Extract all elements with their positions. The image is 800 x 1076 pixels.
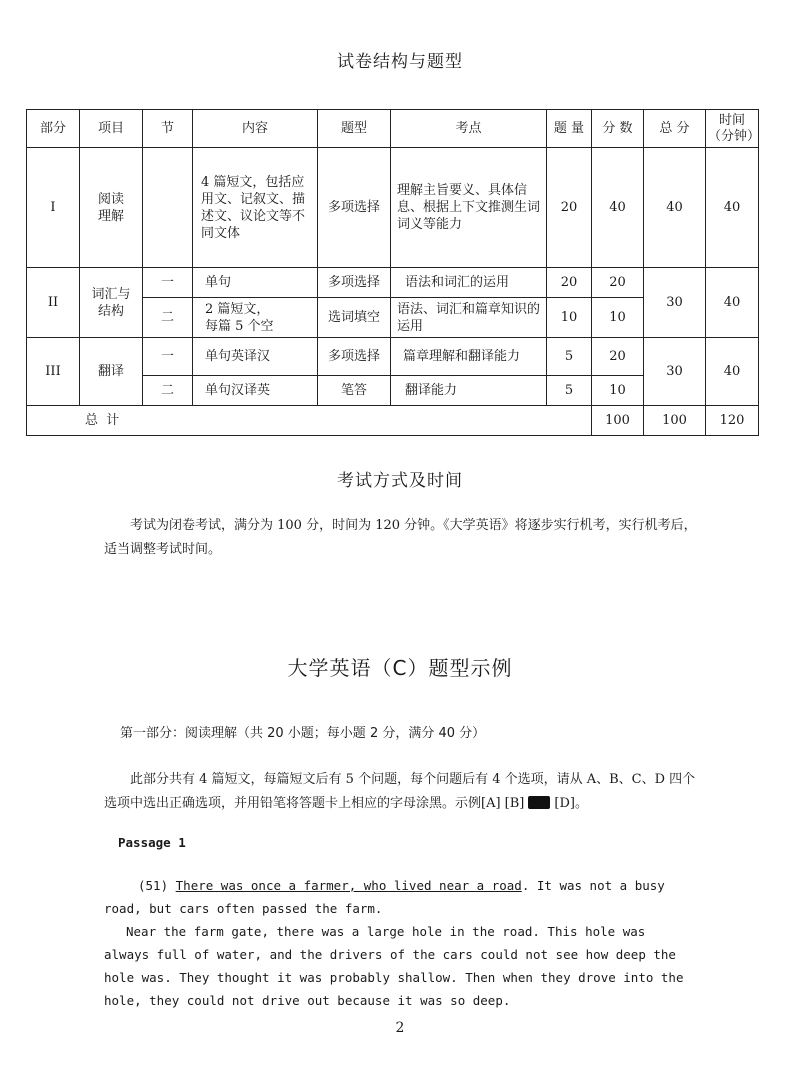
cell-score: 10 [592, 298, 644, 338]
cell-section: 二 [143, 376, 193, 406]
cell-type: 多项选择 [318, 148, 391, 268]
cell-points: 理解主旨要义、具体信息、根据上下文推测生词词义等能力 [391, 148, 547, 268]
page-number: 2 [395, 1020, 405, 1036]
cell-content: 单句英译汉 [193, 338, 318, 376]
cell-content: 单句汉译英 [193, 376, 318, 406]
part1-instructions [104, 768, 696, 816]
cell-time: 40 [706, 338, 759, 406]
cell-item: 阅读 理解 [80, 148, 143, 268]
cell-content: 2 篇短文， 每篇 5 个空 [193, 298, 318, 338]
cell-part: I [27, 148, 80, 268]
cell-score: 40 [592, 148, 644, 268]
cell-count: 5 [547, 376, 592, 406]
part1-instructions-tail: [D]。 [554, 796, 588, 811]
question-number: (51) [138, 878, 169, 893]
cell-time: 40 [706, 268, 759, 338]
table-total-row [27, 406, 759, 436]
cell-section: 一 [143, 338, 193, 376]
cell-score: 20 [592, 268, 644, 298]
cell-count: 10 [547, 298, 592, 338]
table-row [27, 268, 759, 298]
cell-points: 翻译能力 [391, 376, 547, 406]
cell-time: 120 [706, 406, 759, 436]
method-paragraph: 考试为闭卷考试，满分为 100 分，时间为 120 分钟。《大学英语》将逐步实行机考，实行机考后，适当调整考试时间。 [104, 518, 697, 557]
cell-total: 30 [644, 268, 706, 338]
header-time: 时间 （分钟） [706, 110, 759, 148]
cell-type: 选词填空 [318, 298, 391, 338]
cell-total: 40 [644, 148, 706, 268]
cell-section: 一 [143, 268, 193, 298]
passage-paragraph-2: Near the farm gate, there was a large hole in the road. This hole was always full of water, and the drivers of the cars could not see how deep the hole was. They thought it was probably shallow. Then when they drove into the hole, they could not drive out because it was so deep. [104, 924, 684, 1008]
cell-total: 100 [644, 406, 706, 436]
cell-points: 语法、词汇和篇章知识的运用 [391, 298, 547, 338]
passage-paragraph-1 [104, 874, 694, 920]
table-header-row [27, 110, 759, 148]
cell-points: 语法和词汇的运用 [391, 268, 547, 298]
header-count: 题 量 [547, 110, 592, 148]
cell-content: 4 篇短文，包括应用文、记叙文、描述文、议论文等不同文体 [193, 148, 318, 268]
cell-count: 20 [547, 148, 592, 268]
header-content: 内容 [193, 110, 318, 148]
cell-score: 20 [592, 338, 644, 376]
cell-points: 篇章理解和翻译能力 [391, 338, 547, 376]
cell-total: 30 [644, 338, 706, 406]
exam-structure-table [26, 109, 759, 436]
header-score: 分 数 [592, 110, 644, 148]
method-title: 考试方式及时间 [337, 471, 463, 491]
sample-title: 大学英语（C）题型示例 [287, 656, 513, 680]
cell-type: 笔答 [318, 376, 391, 406]
passage-title: Passage 1 [118, 835, 186, 850]
header-section: 节 [143, 110, 193, 148]
header-item: 项目 [80, 110, 143, 148]
part1-instructions-text: 此部分共有 4 篇短文，每篇短文后有 5 个问题，每个问题后有 4 个选项，请从 A、B、C、D 四个选项中选出正确选项，并用铅笔将答题卡上相应的字母涂黑。示例[A] [B] [104, 772, 696, 811]
passage-paragraph-1-rest: . It was not a busy road, but cars often passed the farm. [104, 878, 665, 916]
header-part: 部分 [27, 110, 80, 148]
header-total: 总 分 [644, 110, 706, 148]
cell-part: III [27, 338, 80, 406]
table-row [27, 338, 759, 376]
cell-total-label: 总 计 [27, 406, 592, 436]
part1-heading: 第一部分：阅读理解（共 20 小题；每小题 2 分，满分 40 分） [120, 726, 486, 741]
cell-item: 词汇与 结构 [80, 268, 143, 338]
filled-answer-c-icon [528, 796, 550, 809]
header-points: 考点 [391, 110, 547, 148]
cell-type: 多项选择 [318, 268, 391, 298]
cell-score: 100 [592, 406, 644, 436]
cell-section [143, 148, 193, 268]
underlined-sentence: There was once a farmer, who lived near a road [175, 878, 522, 893]
cell-section: 二 [143, 298, 193, 338]
cell-time: 40 [706, 148, 759, 268]
cell-item: 翻译 [80, 338, 143, 406]
cell-count: 20 [547, 268, 592, 298]
cell-count: 5 [547, 338, 592, 376]
table-row [27, 148, 759, 268]
cell-score: 10 [592, 376, 644, 406]
structure-title: 试卷结构与题型 [337, 52, 463, 72]
cell-content: 单句 [193, 268, 318, 298]
cell-type: 多项选择 [318, 338, 391, 376]
header-type: 题型 [318, 110, 391, 148]
cell-part: II [27, 268, 80, 338]
